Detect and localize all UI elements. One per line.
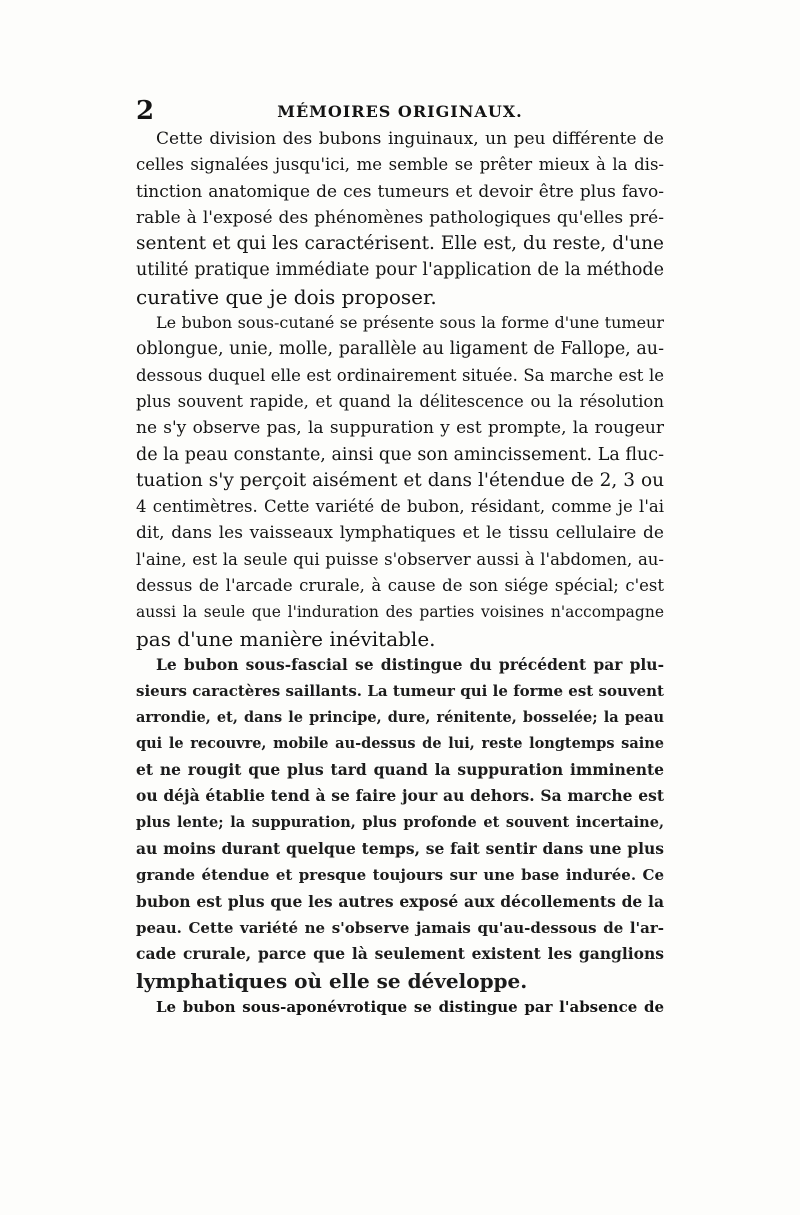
text-line: dessous duquel elle est ordinairement située. Sa marche est le	[136, 365, 664, 385]
running-title: MÉMOIRES ORIGINAUX.	[277, 102, 523, 121]
text-line: celles signalées jusqu'ici, me semble se prêter mieux à la dis-	[136, 155, 664, 175]
body-text	[136, 126, 664, 1020]
text-line: curative que je dois proposer.	[136, 284, 437, 309]
text-line: qui le recouvre, mobile au-dessus de lui, reste longtemps saine	[136, 734, 664, 752]
text-line: grande étendue et presque toujours sur une base indurée. Ce	[136, 866, 664, 885]
paragraph	[136, 652, 664, 994]
text-line: ou déjà établie tend à se faire jour au dehors. Sa marche est	[136, 786, 664, 806]
text-line: ne s'y observe pas, la suppuration y est prompte, la rougeur	[136, 418, 664, 439]
text-line: dessus de l'arcade crurale, à cause de son siége spécial; c'est	[136, 576, 664, 596]
text-line: 4 centimètres. Cette variété de bubon, résidant, comme je l'ai	[136, 497, 664, 517]
text-line: Le bubon sous-cutané se présente sous la forme d'une tumeur	[156, 313, 664, 333]
text-line: utilité pratique immédiate pour l'application de la méthode	[136, 260, 664, 281]
running-head	[136, 98, 664, 124]
text-line: Le bubon sous-fascial se distingue du précédent par plu-	[156, 654, 664, 674]
paragraph	[136, 310, 664, 652]
text-line: arrondie, et, dans le principe, dure, rénitente, bosselée; la peau	[136, 708, 664, 726]
text-line: cade crurale, parce que là seulement existent les ganglions	[136, 944, 664, 964]
text-line: Cette division des bubons inguinaux, un peu différente de	[156, 129, 664, 149]
page-number: 2	[136, 96, 155, 126]
text-line: au moins durant quelque temps, se fait sentir dans une plus	[136, 839, 664, 859]
text-line: peau. Cette variété ne s'observe jamais qu'au-dessous de l'ar-	[136, 918, 664, 937]
paragraph	[136, 994, 664, 1020]
text-line: sieurs caractères saillants. La tumeur qui le forme est souvent	[136, 682, 664, 701]
text-line: sentent et qui les caractérisent. Elle est, du reste, d'une	[136, 233, 664, 255]
text-line: plus souvent rapide, et quand la délitescence ou la résolution	[136, 391, 664, 411]
text-line: aussi la seule que l'induration des parties voisines n'accompagne	[136, 603, 664, 622]
text-line: lymphatiques où elle se développe.	[136, 968, 528, 993]
text-line: tinction anatomique de ces tumeurs et devoir être plus favo-	[136, 181, 664, 202]
paragraph	[136, 126, 664, 310]
text-line: plus lente; la suppuration, plus profonde et souvent incertaine,	[136, 813, 664, 831]
text-line: l'aine, est la seule qui puisse s'observer aussi à l'abdomen, au-	[136, 549, 664, 569]
text-line: oblongue, unie, molle, parallèle au ligament de Fallope, au-	[136, 339, 664, 360]
text-line: Le bubon sous-aponévrotique se distingue par l'absence de	[156, 997, 664, 1016]
text-line: bubon est plus que les autres exposé aux décollements de la	[136, 891, 664, 911]
text-line: pas d'une manière inévitable.	[136, 626, 436, 651]
text-line: dit, dans les vaisseaux lymphatiques et le tissu cellulaire de	[136, 523, 664, 544]
text-line: et ne rougit que plus tard quand la suppuration imminente	[136, 760, 664, 780]
text-line: tuation s'y perçoit aisément et dans l'étendue de 2, 3 ou	[136, 469, 664, 491]
text-line: rable à l'exposé des phénomènes pathologiques qu'elles pré-	[136, 207, 664, 228]
text-line: de la peau constante, ainsi que son amincissement. La fluc-	[136, 444, 664, 465]
